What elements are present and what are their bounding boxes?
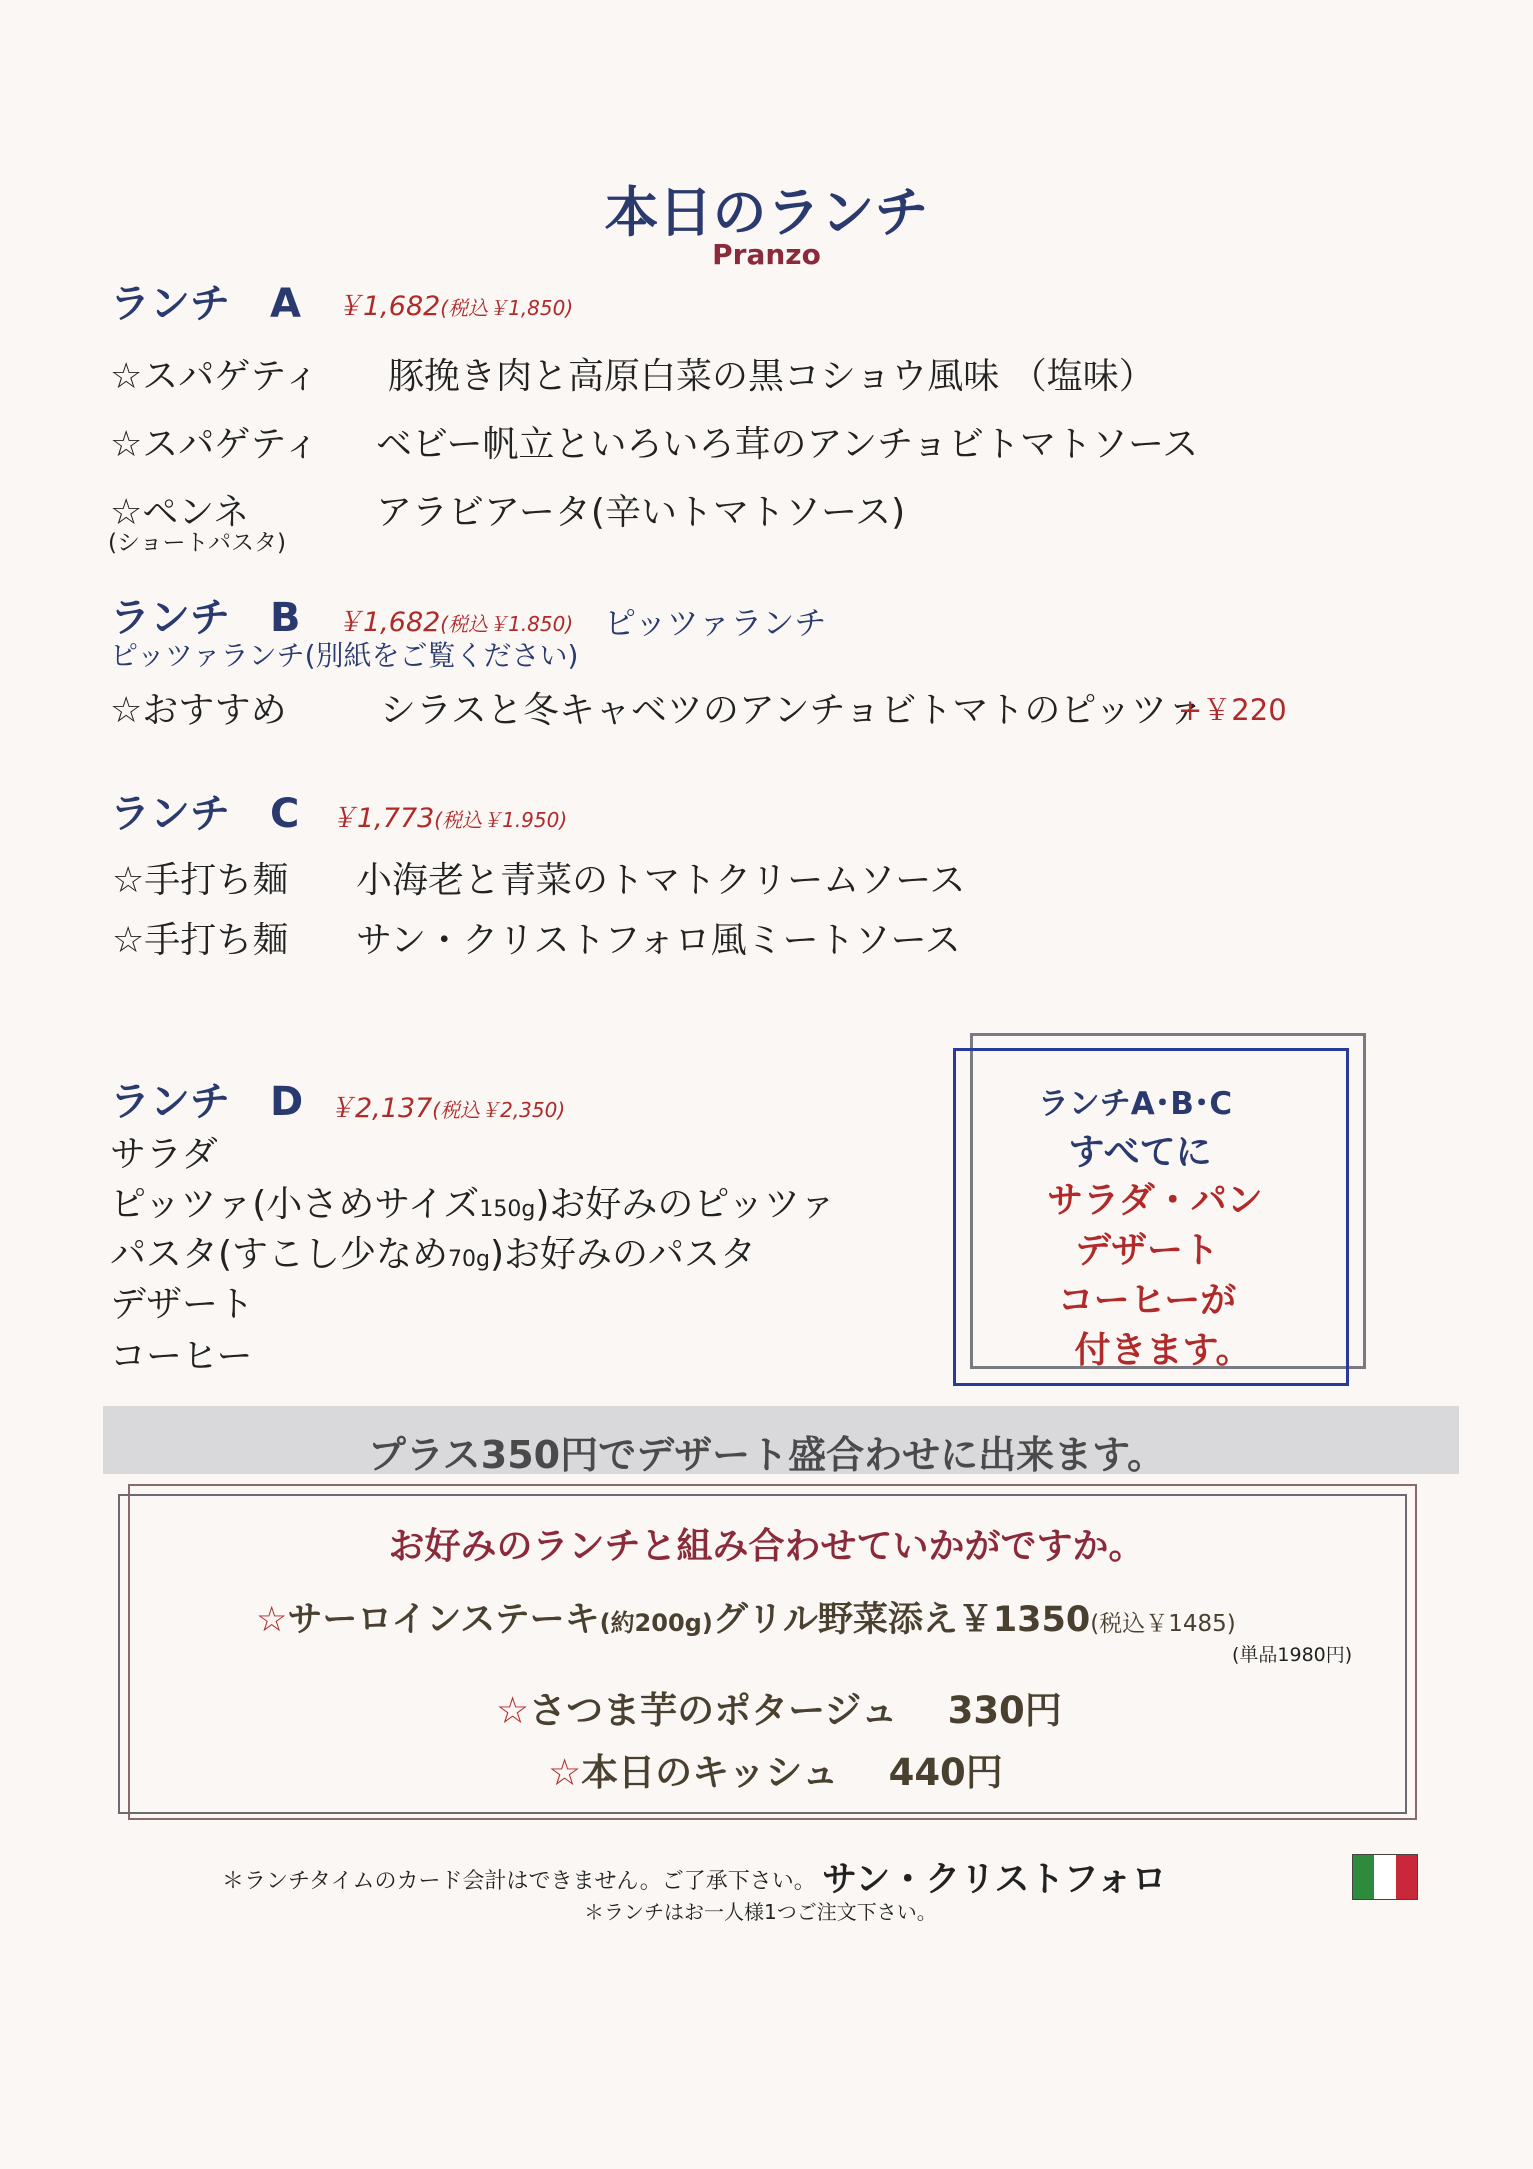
lunch-a-item-2-label: ☆スパゲティ <box>110 424 320 465</box>
footer-note-1: ＊ランチタイムのカード会計はできません。ご了承下さい。 <box>222 1869 816 1894</box>
steak-tax: (税込￥1485) <box>1090 1611 1236 1637</box>
lunch-a-item-3-desc: アラビアータ(辛いトマトソース) <box>376 492 906 533</box>
steak-star-icon: ☆ <box>256 1600 288 1640</box>
lunch-a-price-value: ￥1,682 <box>336 291 441 322</box>
italy-flag-icon <box>1352 1854 1418 1900</box>
info-box-line-4: デザート <box>1074 1230 1219 1271</box>
steak-desc-price: グリル野菜添え￥1350 <box>712 1600 1091 1640</box>
lunch-c-price-value: ￥1,773 <box>330 803 435 834</box>
quiche-star-icon: ☆ <box>548 1751 582 1794</box>
lunch-b-price-value: ￥1,682 <box>336 607 441 638</box>
lunch-b-item-desc: シラスと冬キャベツのアンチョビトマトのピッツァ <box>380 690 1203 731</box>
soup-text: さつま芋のポタージュ 330円 <box>529 1689 1062 1732</box>
flag-white-stripe <box>1374 1855 1395 1899</box>
info-box-line-6: 付きます。 <box>1074 1330 1252 1371</box>
penne-note: (ショートパスタ) <box>108 530 287 556</box>
info-box-line-1: ランチA･B･C <box>1037 1086 1233 1122</box>
lunch-d-pasta-a: パスタ(すこし少なめ <box>110 1234 449 1275</box>
lunch-d-pasta-grams: 70g <box>448 1247 491 1272</box>
lunch-b-note: ピッツァランチ(別紙をご覧ください) <box>110 639 579 672</box>
lunch-d-dessert: デザート <box>110 1284 255 1325</box>
lunch-a-heading: ランチ A <box>110 281 301 327</box>
info-box-line-2: すべてに <box>1068 1132 1212 1173</box>
lunch-b-item-extra: +￥220 <box>1178 693 1287 727</box>
quiche-text: 本日のキッシュ 440円 <box>581 1751 1003 1794</box>
lunch-d-pizza-a: ピッツァ(小さめサイズ <box>110 1184 480 1225</box>
extras-heading: お好みのランチと組み合わせていかがですか。 <box>388 1526 1145 1567</box>
lunch-c-heading: ランチ C <box>110 791 300 837</box>
page-subtitle: Pranzo <box>712 238 821 271</box>
lunch-b-extra-label: ピッツァランチ <box>604 604 827 642</box>
lunch-c-item-1-desc: 小海老と青菜のトマトクリームソース <box>356 860 966 901</box>
lunch-c-item-2-desc: サン・クリストフォロ風ミートソース <box>356 920 961 961</box>
lunch-c-item-1-label: ☆手打ち麺 <box>112 860 289 901</box>
lunch-c-price <box>330 796 567 835</box>
steak-name: サーロインステーキ <box>287 1600 600 1640</box>
lunch-d-heading: ランチ D <box>110 1079 304 1125</box>
footer-note-2: ＊ランチはお一人様1つご注文下さい。 <box>584 1900 937 1924</box>
lunch-d-pizza-b: )お好みのピッツァ <box>535 1184 836 1225</box>
steak-line <box>256 1592 1236 1642</box>
lunch-d-pizza <box>110 1176 836 1227</box>
lunch-d-salad: サラダ <box>110 1134 218 1175</box>
flag-green-stripe <box>1353 1855 1374 1899</box>
lunch-b-price-tax: (税込￥1.850) <box>440 612 574 636</box>
steak-single-price: (単品1980円) <box>1232 1644 1353 1666</box>
footer-shop-name: サン・クリストフォロ <box>822 1860 1167 1900</box>
lunch-d-coffee: コーヒー <box>110 1336 253 1377</box>
lunch-d-pasta-b: )お好みのパスタ <box>490 1234 757 1275</box>
lunch-a-item-1-desc: 豚挽き肉と高原白菜の黒コショウ風味 （塩味） <box>388 356 1155 397</box>
lunch-a-item-3-label: ☆ペンネ <box>110 492 250 533</box>
lunch-a-item-2-desc: ベビー帆立といろいろ茸のアンチョビトマトソース <box>376 424 1199 465</box>
soup-star-icon: ☆ <box>496 1689 530 1732</box>
steak-weight: (約200g) <box>599 1609 713 1637</box>
quiche-line <box>548 1742 1003 1796</box>
lunch-b-item-label: ☆おすすめ <box>110 690 287 731</box>
dessert-banner-text: プラス350円でデザート盛合わせに出来ます。 <box>367 1433 1166 1477</box>
info-box-line-5: コーヒーが <box>1057 1280 1237 1321</box>
lunch-a-item-1-label: ☆スパゲティ <box>110 356 320 397</box>
lunch-d-pasta <box>110 1226 756 1277</box>
lunch-c-price-tax: (税込￥1.950) <box>434 808 568 832</box>
lunch-c-item-2-label: ☆手打ち麺 <box>112 920 289 961</box>
soup-line <box>496 1680 1062 1734</box>
lunch-d-price-tax: (税込￥2,350) <box>432 1098 566 1122</box>
info-box-line-3: サラダ・パン <box>1047 1180 1263 1221</box>
lunch-a-price <box>336 284 573 323</box>
lunch-d-pizza-grams: 150g <box>479 1197 536 1222</box>
flag-red-stripe <box>1396 1855 1417 1899</box>
page-title: 本日のランチ <box>604 181 929 244</box>
lunch-d-price <box>328 1086 565 1125</box>
lunch-a-price-tax: (税込￥1,850) <box>440 296 574 320</box>
lunch-b-heading: ランチ B <box>110 595 301 641</box>
lunch-d-price-value: ￥2,137 <box>328 1093 433 1124</box>
